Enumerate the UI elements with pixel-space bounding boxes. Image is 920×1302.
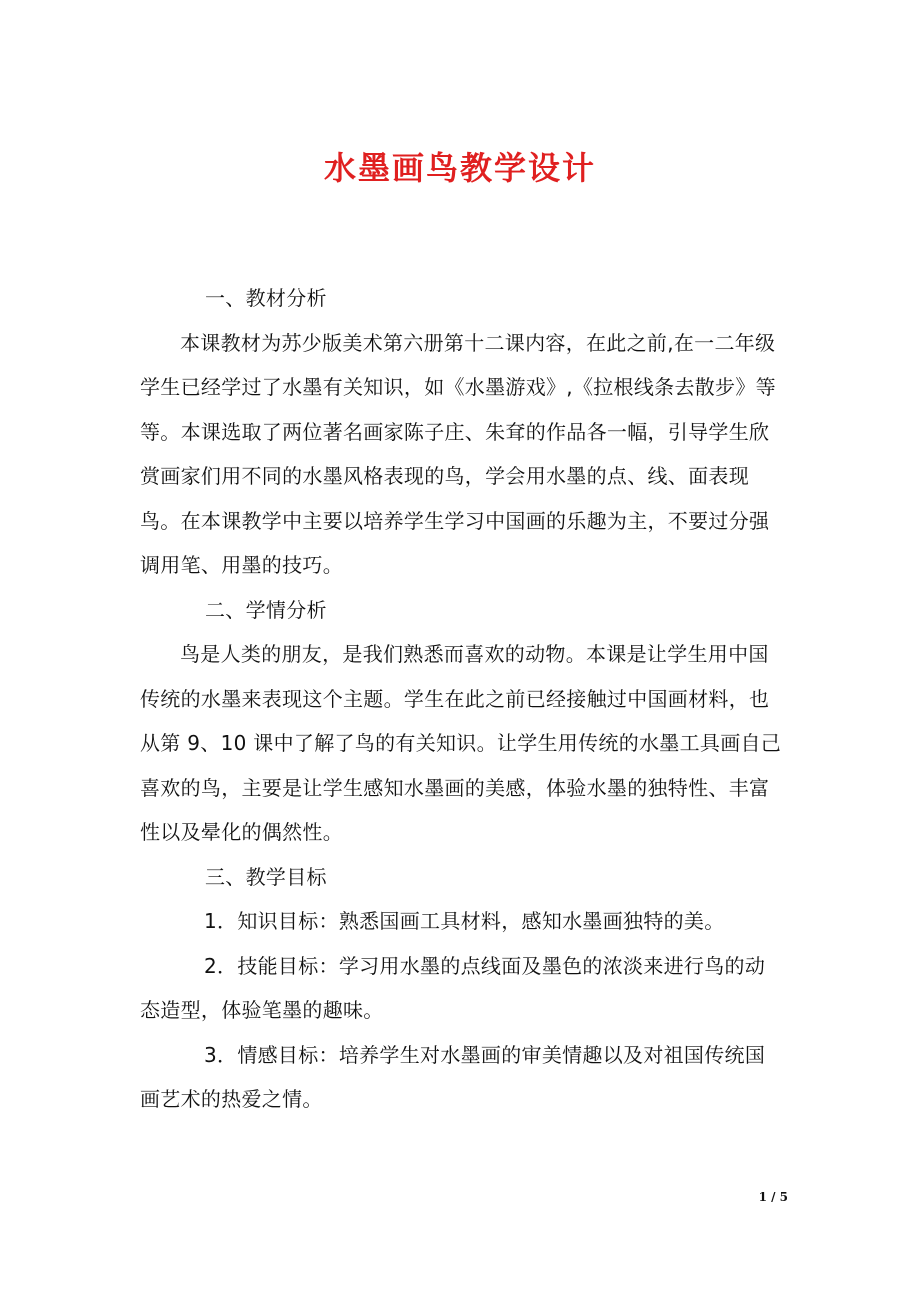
- goal-item-emotion: 3．情感目标：培养学生对水墨画的审美情趣以及对祖国传统国画艺术的热爱之情。: [140, 1042, 766, 1111]
- document-title: 水墨画鸟教学设计: [323, 149, 596, 187]
- section-heading-textbook-analysis: 一、教材分析: [205, 286, 327, 310]
- document-body: [140, 276, 785, 1122]
- paragraph-student-analysis: 鸟是人类的朋友，是我们熟悉而喜欢的动物。本课是让学生用中国传统的水墨来表现这个主题。学生在此之前已经接触过中国画材料，也从第 9、10 课中了解了鸟的有关知识。让学生用传统的水墨工具画自己喜欢的鸟，主要是让学生感知水墨画的美感，体验水墨的独特性、丰富性以及晕化的偶然性。: [140, 642, 782, 844]
- section-heading-student-analysis: 二、学情分析: [205, 597, 327, 622]
- paragraph-textbook-analysis: 本课教材为苏少版美术第六册第十二课内容，在此之前,在一二年级学生已经学过了水墨有关知识，如《水墨游戏》,《拉根线条去散步》等等。本课选取了两位著名画家陈子庄、朱耷的作品各一幅，引导学生欣赏画家们用不同的水墨风格表现的鸟，学会用水墨的点、线、面表现鸟。在本课教学中主要以培养学生学习中国画的乐趣为主，不要过分强调用笔、用墨的技巧。: [140, 330, 776, 577]
- goal-item-knowledge: 1．知识目标：熟悉国画工具材料，感知水墨画独特的美。: [204, 909, 725, 933]
- page-number: 1 / 5: [758, 1190, 788, 1204]
- section-heading-teaching-goals: 三、教学目标: [205, 864, 327, 889]
- goal-item-skill: 2．技能目标：学习用水墨的点线面及墨色的浓淡来进行鸟的动态造型，体验笔墨的趣味。: [140, 953, 766, 1022]
